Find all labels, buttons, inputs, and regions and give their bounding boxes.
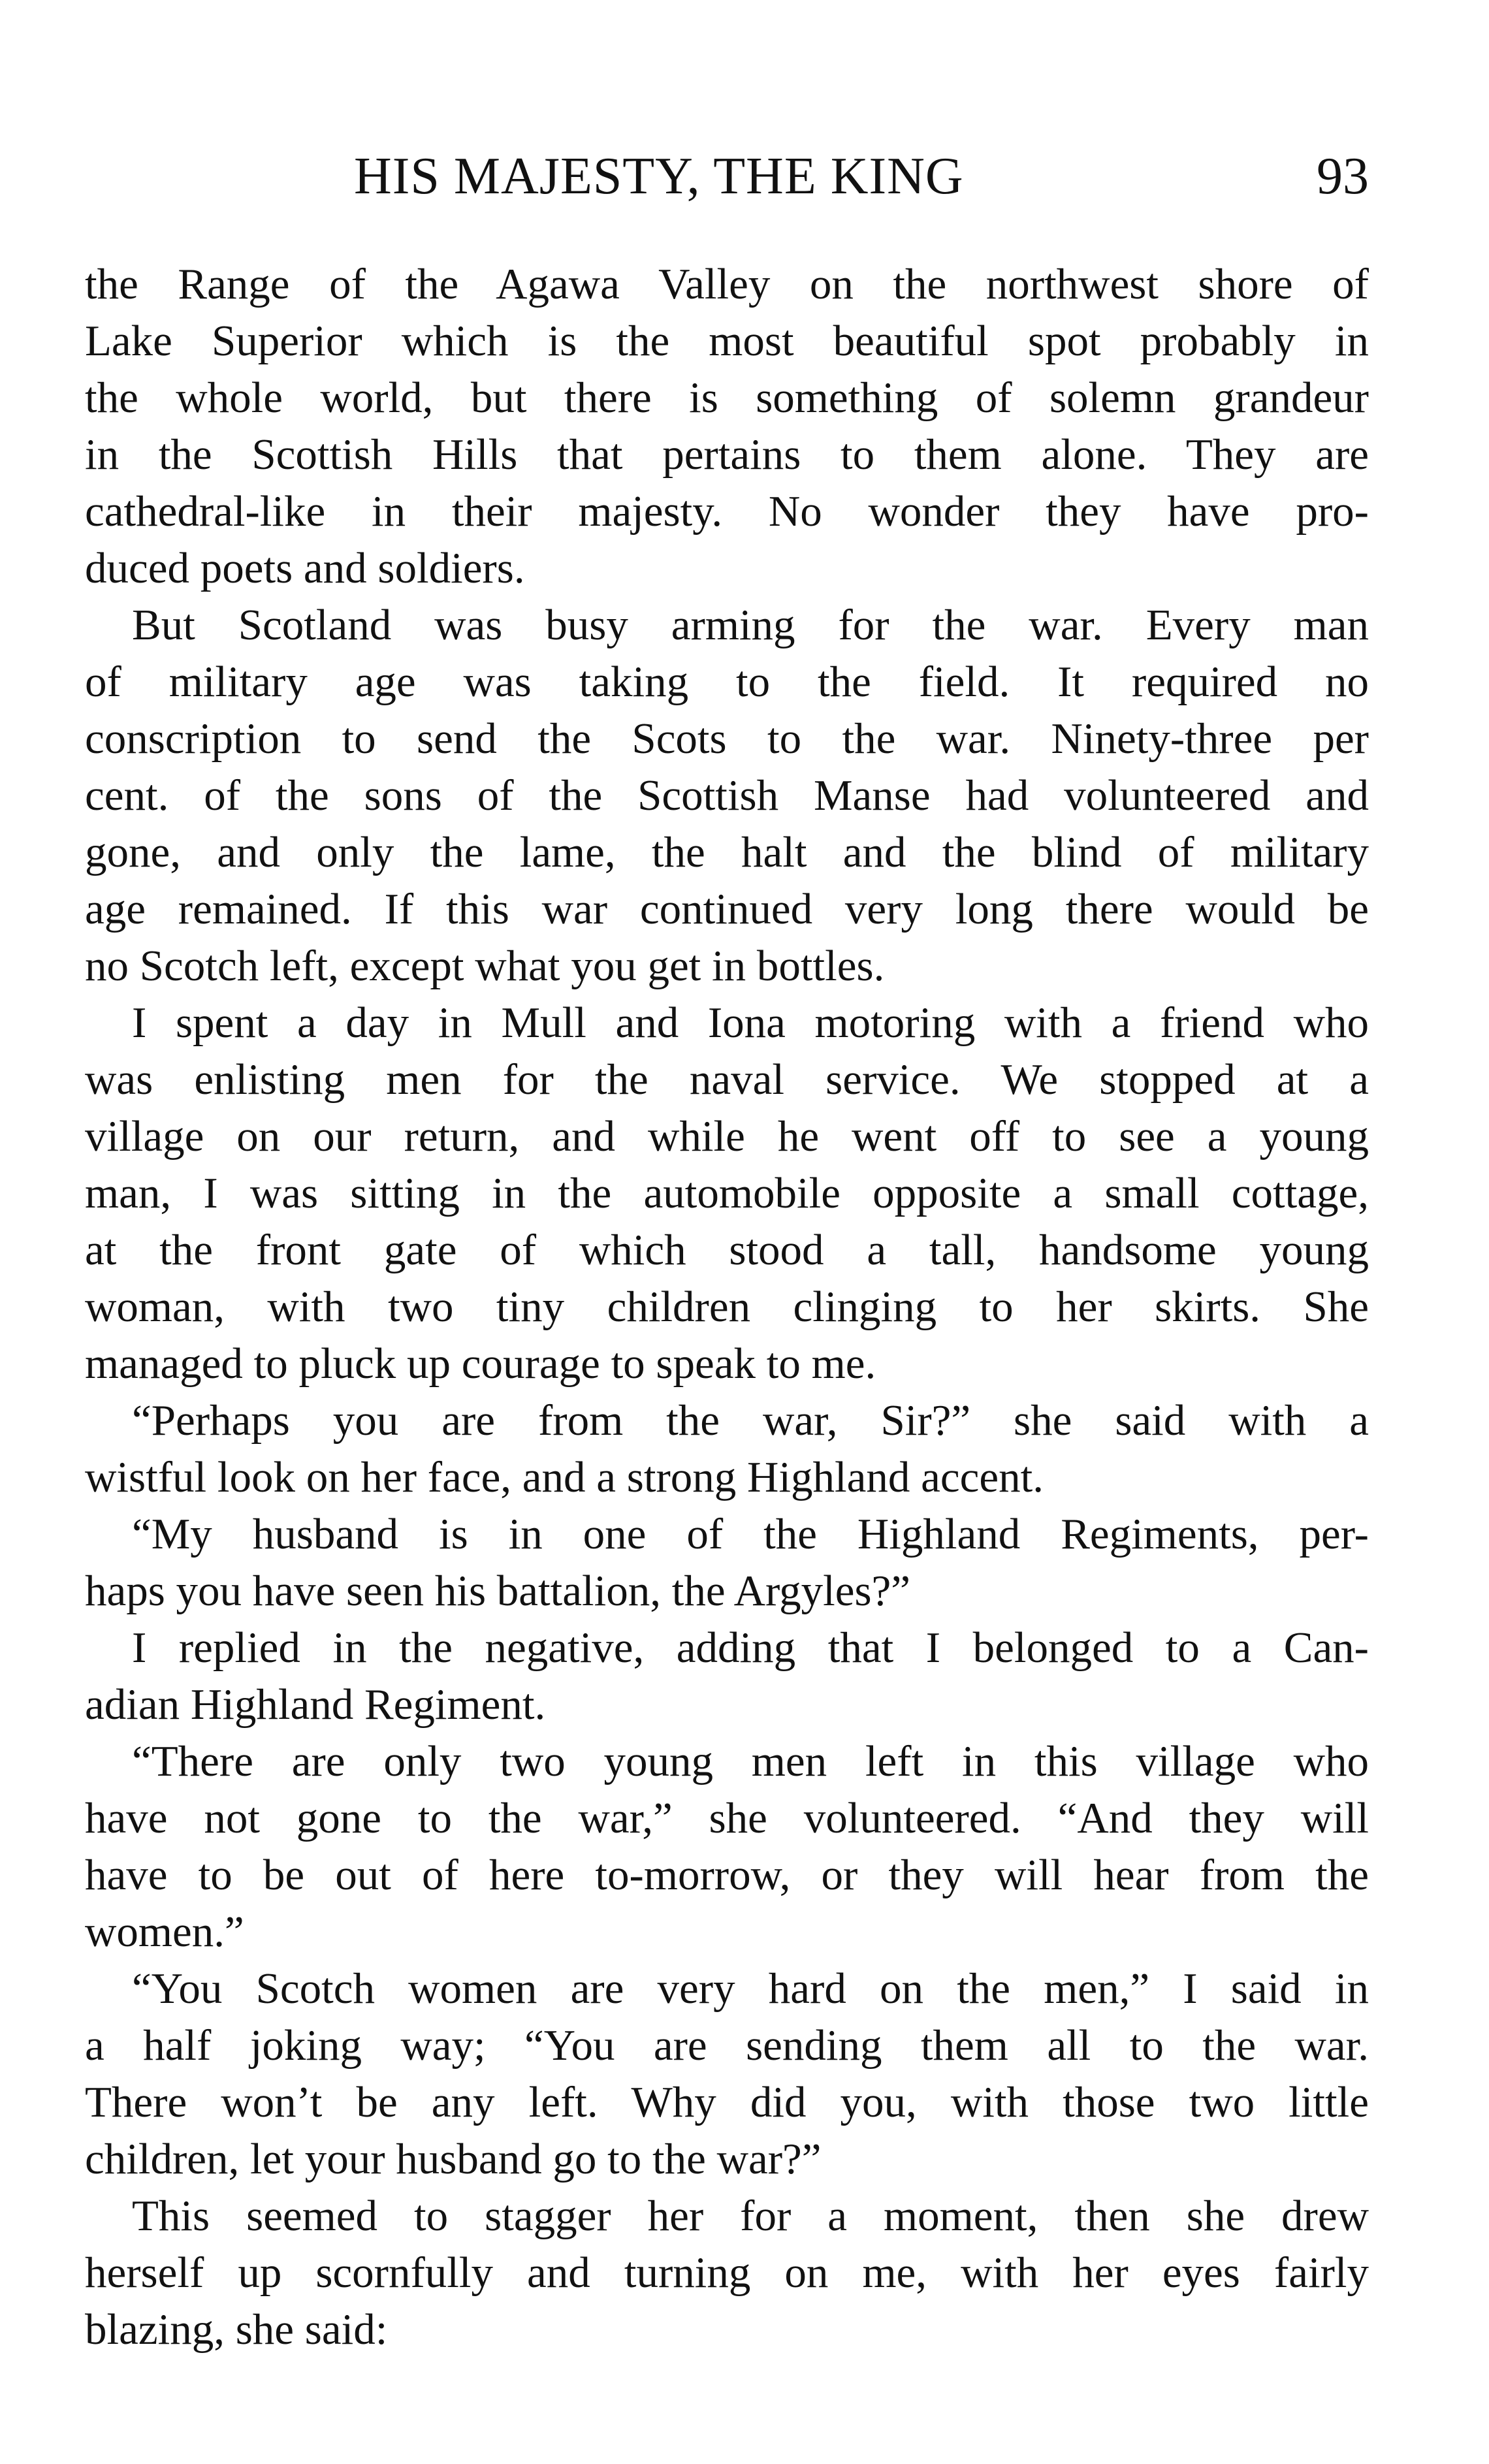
text-line: at the front gate of which stood a tall, handsome young [85,1226,1369,1274]
text-line: duced poets and soldiers. [85,544,525,592]
text-line: But Scotland was busy arming for the war. Every man [132,601,1369,649]
text-line: adian Highland Regiment. [85,1680,546,1729]
text-line: was enlisting men for the naval service. We stopped at a [85,1055,1369,1104]
text-line: blazing, she said: [85,2305,388,2354]
text-line: Lake Superior which is the most beautiful spot probably in [85,317,1369,365]
text-line: women.” [85,1908,244,1956]
text-line: village on our return, and while he went off to see a young [85,1112,1369,1160]
text-line: cent. of the sons of the Scottish Manse had volunteered and [85,771,1369,820]
text-line: a half joking way; “You are sending them all to the war. [85,2021,1369,2070]
text-line: in the Scottish Hills that pertains to them alone. They are [85,430,1369,479]
text-line: age remained. If this war continued very long there would be [85,885,1369,933]
text-line: herself up scornfully and turning on me, with her eyes fairly [85,2248,1369,2297]
text-line: conscription to send the Scots to the war. Ninety-three per [85,714,1369,763]
text-line: “Perhaps you are from the war, Sir?” she said with a [132,1396,1369,1445]
text-line: “My husband is in one of the Highland Regiments, per- [132,1510,1369,1558]
text-line: no Scotch left, except what you get in bottles. [85,942,885,990]
text-line: have to be out of here to-morrow, or they will hear from the [85,1851,1369,1899]
text-line: of military age was taking to the field. It required no [85,658,1369,706]
text-line: I replied in the negative, adding that I belonged to a Can- [132,1624,1369,1672]
page-number: 93 [1317,148,1369,205]
text-line: I spent a day in Mull and Iona motoring with a friend who [132,999,1369,1047]
text-line: cathedral-like in their majesty. No wonder they have pro- [85,487,1369,536]
text-line: There won’t be any left. Why did you, with those two little [85,2078,1369,2126]
text-line: wistful look on her face, and a strong Highland accent. [85,1453,1044,1501]
running-head [85,140,1369,212]
text-line: the Range of the Agawa Valley on the northwest shore of [85,260,1369,308]
text-line: This seemed to stagger her for a moment, then she drew [132,2192,1369,2240]
text-line: woman, with two tiny children clinging to her skirts. She [85,1283,1369,1331]
body-text [85,256,1369,2358]
text-line: have not gone to the war,” she volunteered. “And they will [85,1794,1369,1842]
running-title: HIS MAJESTY, THE KING [354,148,964,205]
text-line: man, I was sitting in the automobile opposite a small cottage, [85,1169,1369,1217]
text-line: “You Scotch women are very hard on the men,” I said in [132,1964,1369,2013]
text-line: children, let your husband go to the war?” [85,2135,822,2183]
text-line: the whole world, but there is something of solemn grandeur [85,374,1369,422]
text-line: “There are only two young men left in this village who [132,1737,1369,1785]
text-line: haps you have seen his battalion, the Argyles?” [85,1567,911,1615]
text-line: managed to pluck up courage to speak to me. [85,1339,876,1388]
text-line: gone, and only the lame, the halt and the blind of military [85,828,1369,876]
